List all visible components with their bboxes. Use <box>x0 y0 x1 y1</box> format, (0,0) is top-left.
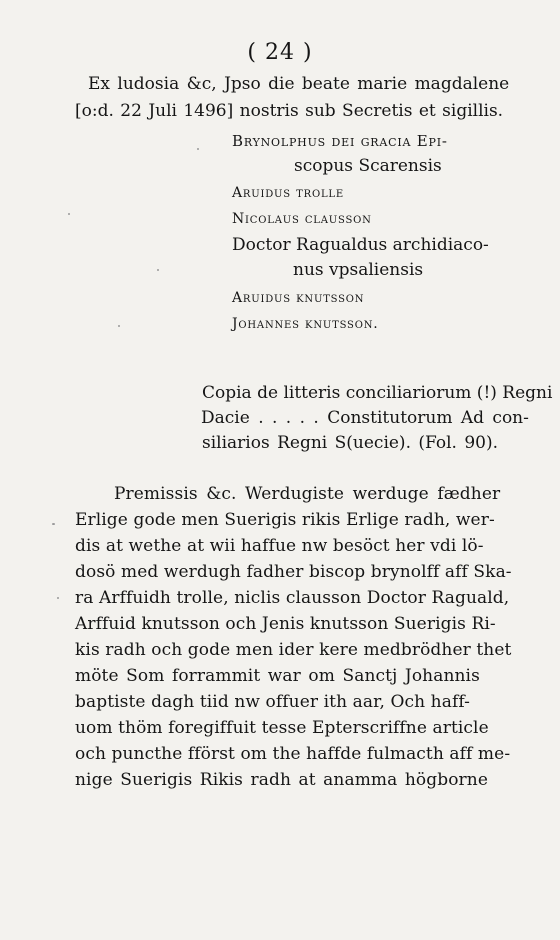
signatory-brynolphus-line-2: scopus Scarensis <box>294 156 442 176</box>
body-line-3: dis at wethe at wii haffue nw besöct her vdi lö- <box>75 536 484 556</box>
signatory-aruidus-trolle: Aruidus trolle <box>232 185 344 201</box>
body-line-10: uom thöm foregiffuit tesse Epterscriffne article <box>75 718 489 738</box>
dating-line-1: Ex ludosia &c, Jpso die beate marie magdalene <box>88 74 510 94</box>
body-line-5: ra Arffuidh trolle, niclis clausson Doctor Raguald, <box>75 588 510 608</box>
section-title-line-2: Dacie . . . . . Constitutorum Ad con- <box>201 408 529 428</box>
dating-line-2: [o:d. 22 Juli 1496] nostris sub Secretis et sigillis. <box>75 101 504 121</box>
body-line-1: Premissis &c. Werdugiste werduge fædher <box>114 484 501 504</box>
signatory-ragualdus-line-1: Doctor Ragualdus archidiaco- <box>232 235 489 255</box>
section-title-line-3: siliarios Regni S(uecie). (Fol. 90). <box>202 433 499 453</box>
paper-speck <box>57 597 59 599</box>
body-line-9: baptiste dagh tiid nw offuer ith aar, Och haff- <box>75 692 470 712</box>
signatory-brynolphus-line-1: Brynolphus dei gracia Epi- <box>232 132 448 150</box>
signatory-aruidus-knutsson: Aruidus knutsson <box>232 290 365 306</box>
page-number: ( 24 ) <box>247 40 313 65</box>
body-line-8: möte Som forrammit war om Sanctj Johannis <box>75 666 480 686</box>
body-line-12: nige Suerigis Rikis radh at anamma högborne <box>75 770 488 790</box>
body-line-2: Erlige gode men Suerigis rikis Erlige radh, wer- <box>75 510 495 530</box>
body-line-11: och puncthe fförst om the haffde fulmacth aff me- <box>75 744 511 764</box>
paper-speck <box>118 325 120 327</box>
paper-speck <box>197 148 199 150</box>
signatory-johannes-knutsson: Johannes knutsson. <box>232 316 379 332</box>
paper-speck <box>68 213 70 215</box>
body-line-4: dosö med werdugh fadher biscop brynolff aff Ska- <box>75 562 512 582</box>
paper-speck <box>52 523 55 525</box>
signatory-ragualdus-line-2: nus vpsaliensis <box>293 260 424 280</box>
body-line-7: kis radh och gode men ider kere medbrödher thet <box>75 640 512 660</box>
paper-speck <box>157 269 159 271</box>
section-title-line-1: Copia de litteris conciliariorum (!) Regni <box>202 383 553 403</box>
body-line-6: Arffuid knutsson och Jenis knutsson Suerigis Ri- <box>75 614 496 634</box>
signatory-nicolaus-clausson: Nicolaus clausson <box>232 211 372 227</box>
